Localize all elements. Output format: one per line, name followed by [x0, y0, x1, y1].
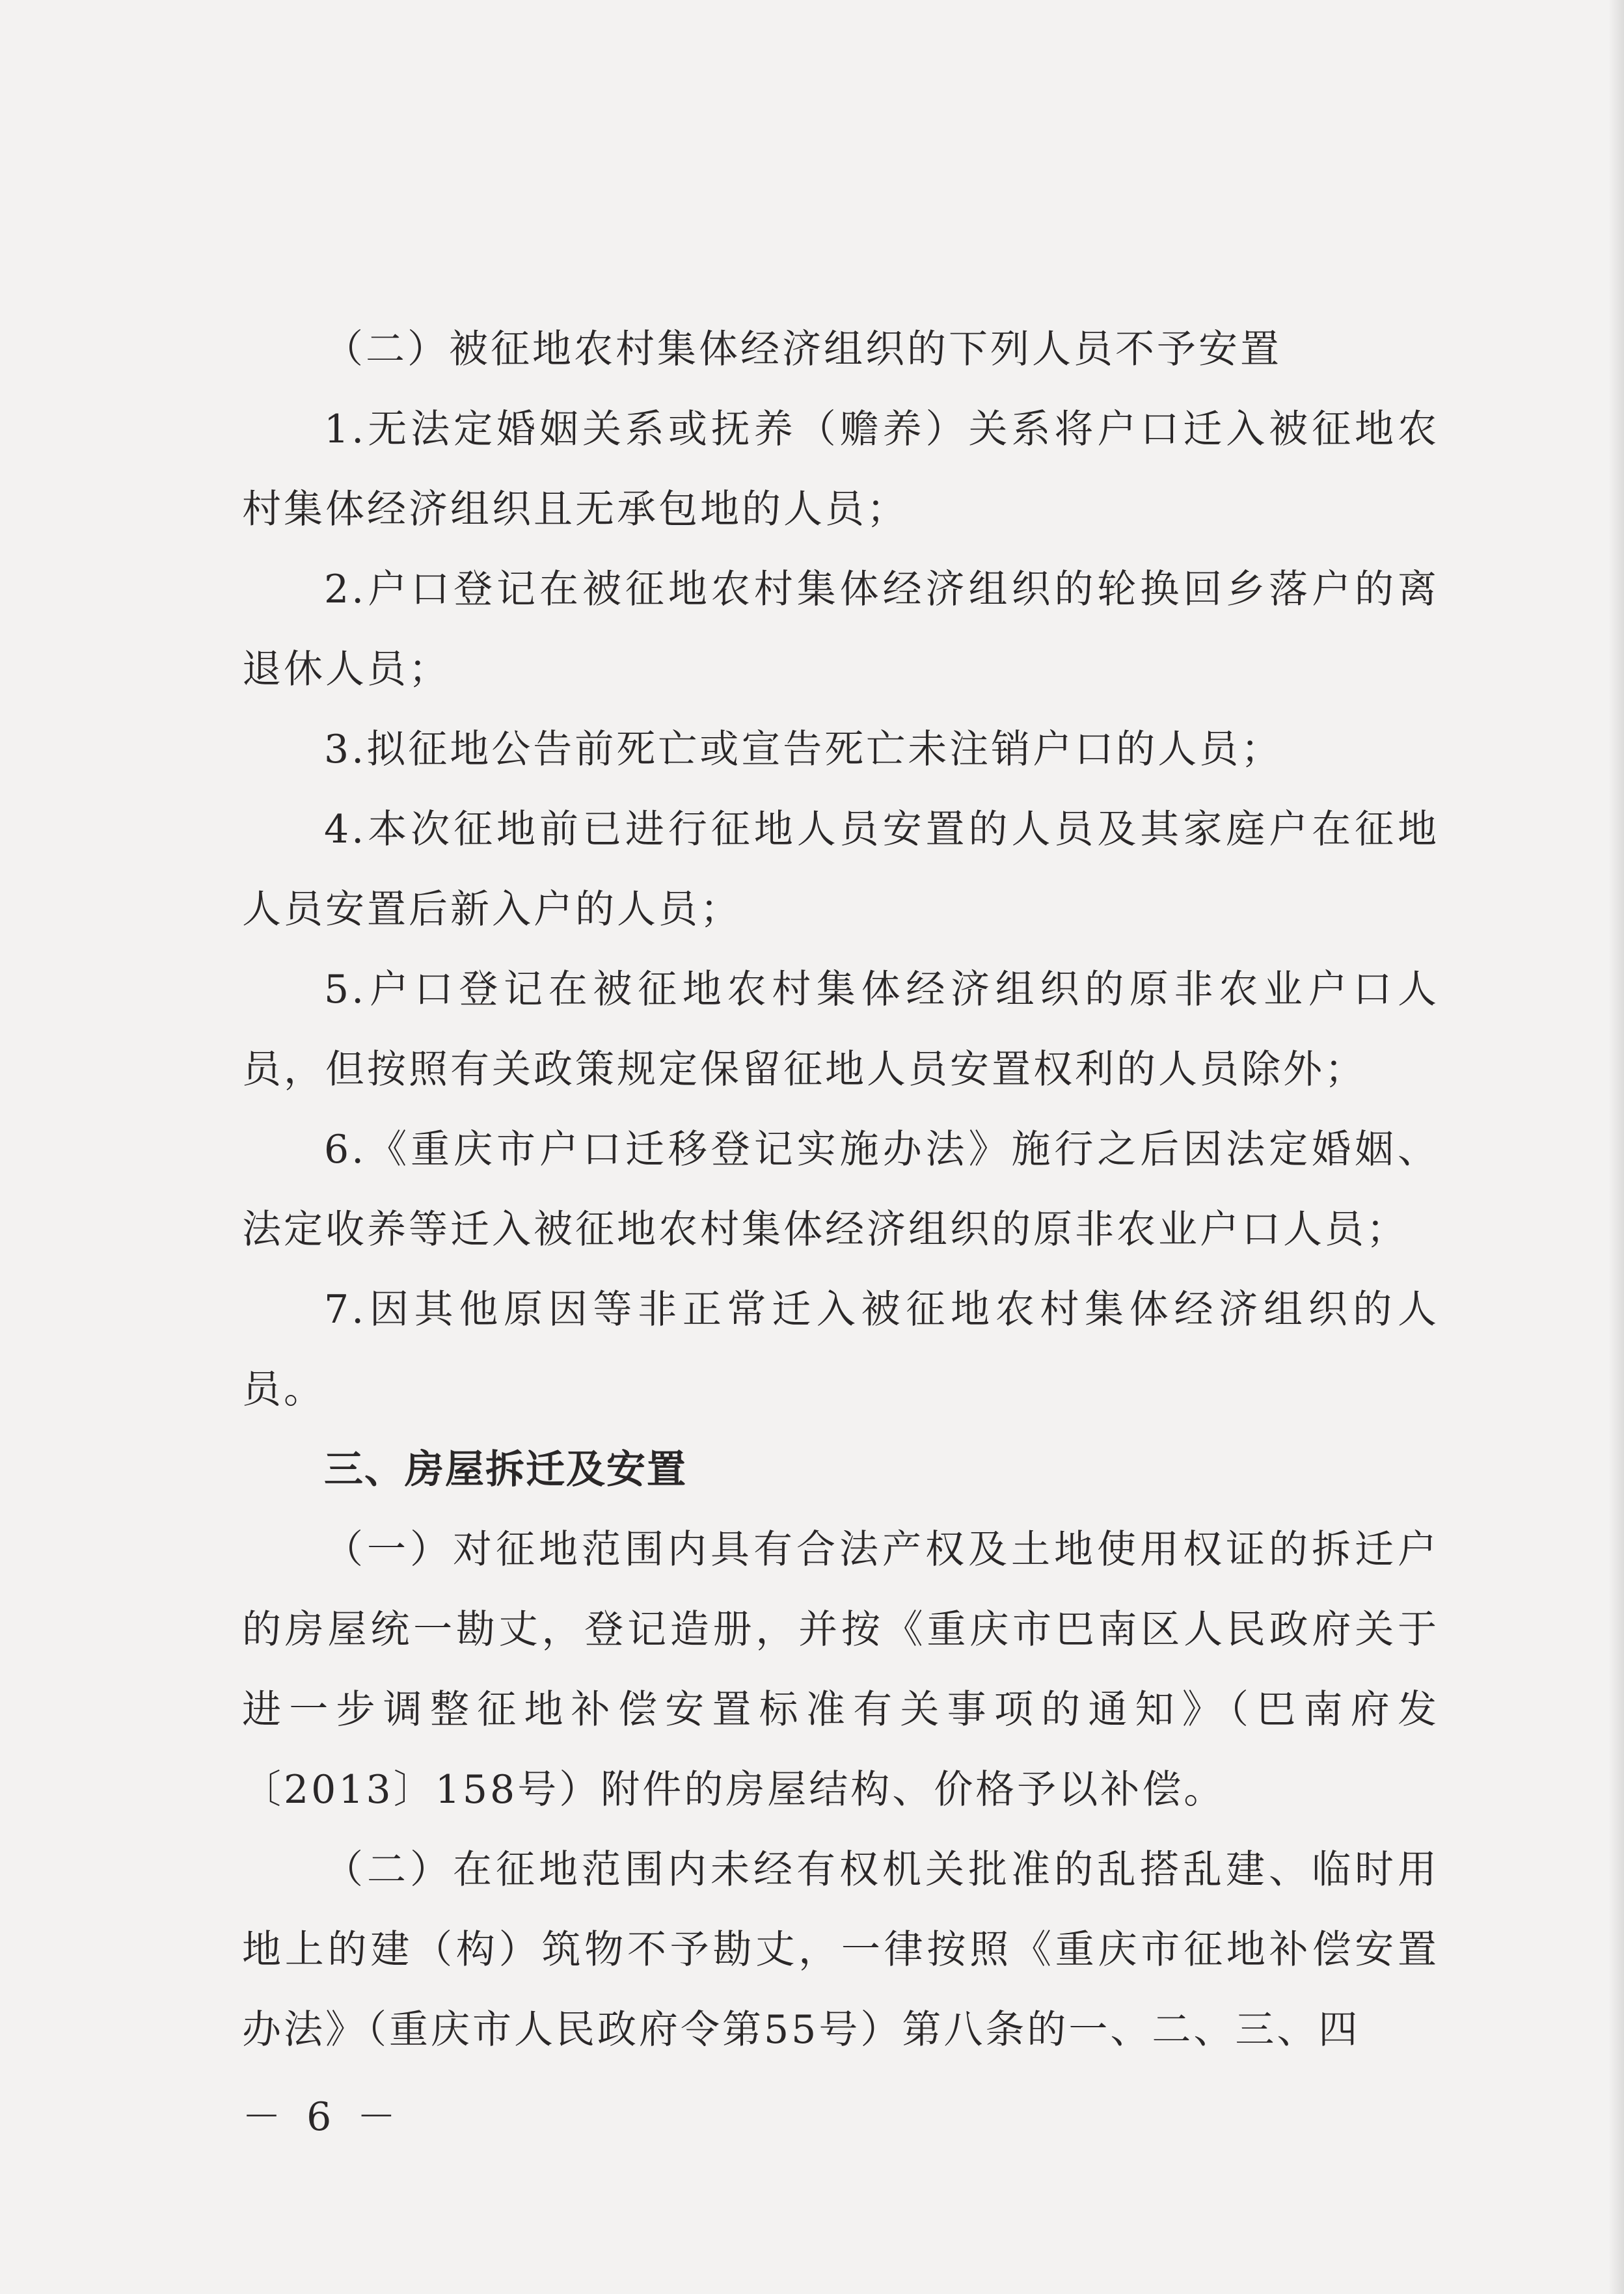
paragraph-item-2: 2.户口登记在被征地农村集体经济组织的轮换回乡落户的离退休人员；	[242, 567, 1439, 692]
paragraph-item-6: 6.《重庆市户口迁移登记实施办法》施行之后因法定婚姻、法定收养等迁入被征地农村集体经济组织的原非农业户口人员；	[242, 1127, 1439, 1252]
paragraph-group-two-heading: （二）被征地农村集体经济组织的下列人员不予安置	[324, 327, 1282, 372]
paragraph-section-three-part-one: （一）对征地范围内具有合法产权及土地使用权证的拆迁户的房屋统一勘丈，登记造册，并按《重庆市巴南区人民政府关于进一步调整征地补偿安置标准有关事项的通知》（巴南府发〔2013〕158号）附件的房屋结构、价格予以补偿。	[242, 1527, 1439, 1813]
scan-edge-shadow	[1608, 0, 1624, 2294]
paragraph-item-7: 7.因其他原因等非正常迁入被征地农村集体经济组织的人员。	[242, 1287, 1439, 1412]
paragraph-item-4: 4.本次征地前已进行征地人员安置的人员及其家庭户在征地人员安置后新入户的人员；	[242, 807, 1439, 932]
paragraph-item-1: 1.无法定婚姻关系或抚养（赡养）关系将户口迁入被征地农村集体经济组织且无承包地的人员；	[242, 407, 1439, 532]
page-number: － 6 －	[242, 2094, 403, 2140]
section-heading-three: 三、房屋拆迁及安置	[324, 1447, 687, 1492]
document-body	[242, 310, 1439, 2070]
paragraph-item-3: 3.拟征地公告前死亡或宣告死亡未注销户口的人员；	[324, 727, 1283, 772]
paragraph-item-5: 5.户口登记在被征地农村集体经济组织的原非农业户口人员，但按照有关政策规定保留征地人员安置权利的人员除外；	[242, 967, 1439, 1092]
paragraph-section-three-part-two: （二）在征地范围内未经有权机关批准的乱搭乱建、临时用地上的建（构）筑物不予勘丈，一律按照《重庆市征地补偿安置办法》（重庆市人民政府令第55号）第八条的一、二、三、四	[242, 1847, 1439, 2053]
